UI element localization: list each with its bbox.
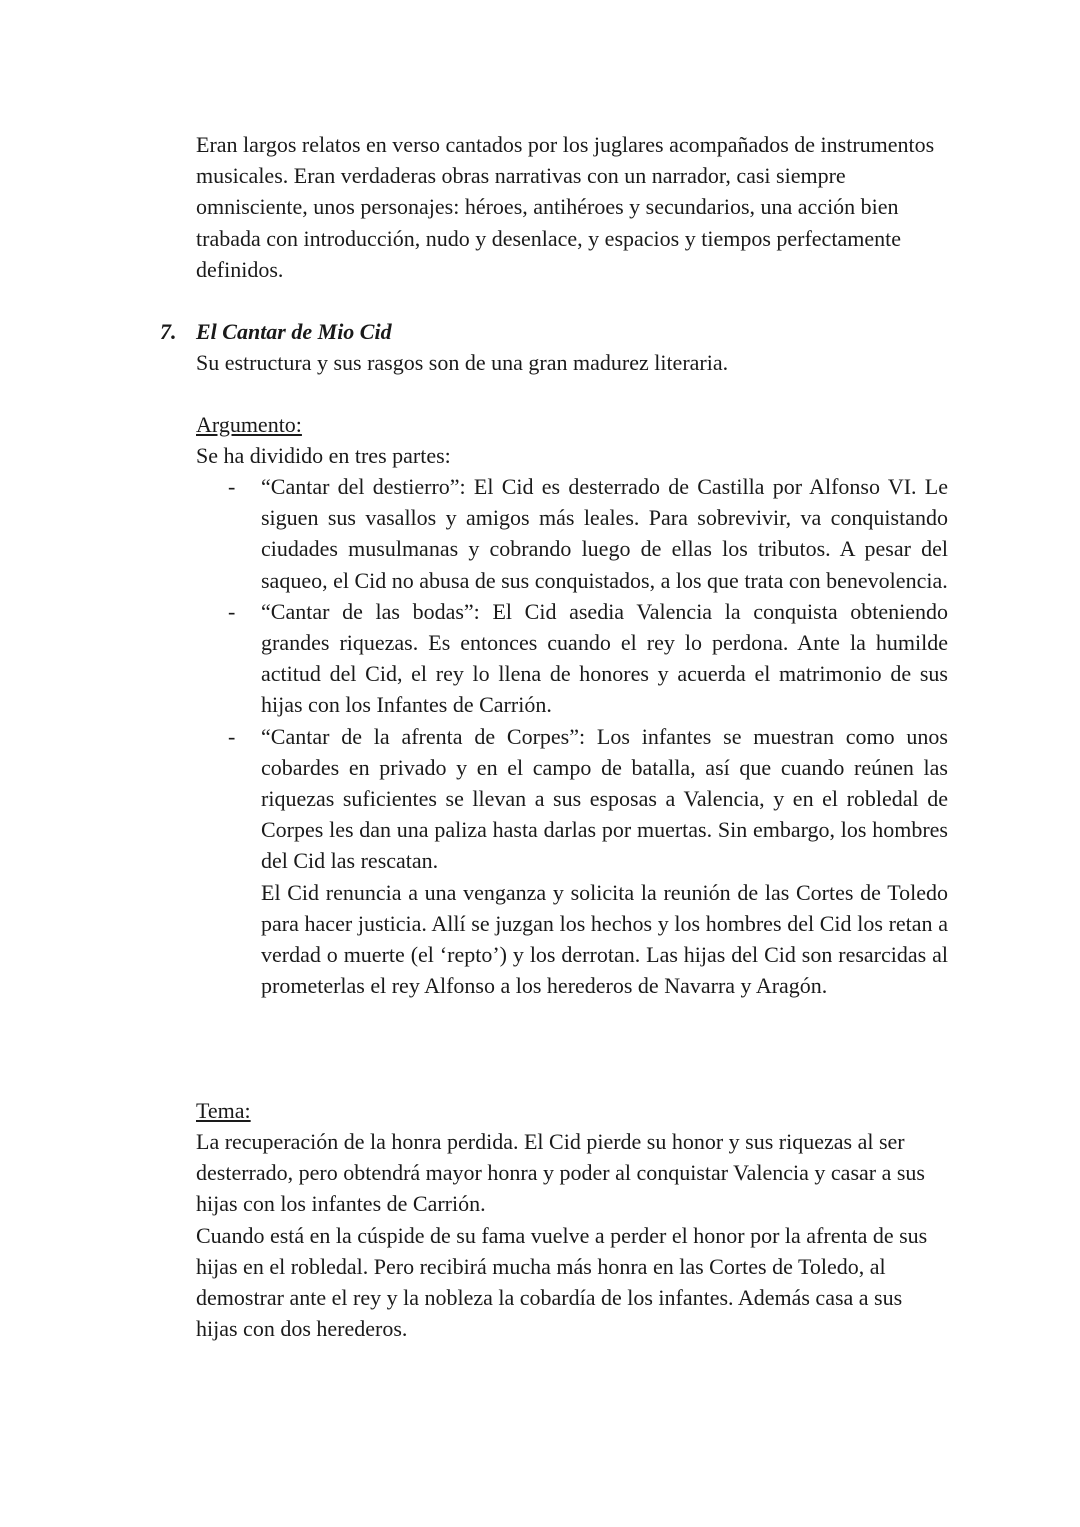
argumento-intro: Se ha dividido en tres partes:	[196, 443, 451, 468]
dash-bullet: -	[228, 723, 236, 749]
list-item-text: “Cantar del destierro”: El Cid es desterrado de Castilla por Alfonso VI. Le siguen sus vasallos y amigos más leales. Para sobrevivir, va conquistando ciudades musulmanas y cobrando luego de ellas los tributos. A pesar del saqueo, el Cid no abusa de sus conquistados, a los que trata con benevolencia.	[261, 474, 948, 593]
section-subtitle: Su estructura y sus rasgos son de una gran madurez literaria.	[196, 350, 729, 375]
section-number: 7.	[160, 319, 177, 344]
tema-paragraph-2: Cuando está en la cúspide de su fama vuelve a perder el honor por la afrenta de sus hijas en el robledal. Pero recibirá mucha más honra en las Cortes de Toledo, al demostrar ante el rey y la nobleza la cobardía de los infantes. Además casa a sus hijas con dos herederos.	[196, 1222, 928, 1342]
section-title: El Cantar de Mio Cid	[196, 319, 392, 344]
list-item-text: “Cantar de las bodas”: El Cid asedia Valencia la conquista obteniendo grandes riquezas. Es entonces cuando el rey lo perdona. Ante la humilde actitud del Cid, el rey lo llena de honores y acuerda el matrimonio de sus hijas con los Infantes de Carrión.	[261, 598, 948, 718]
tema-paragraph-1: La recuperación de la honra perdida. El Cid pierde su honor y sus riquezas al ser desterrado, pero obtendrá mayor honra y poder al conquistar Valencia y casar a sus hijas con los infantes de Carrión.	[196, 1129, 925, 1217]
tema-label: Tema:	[196, 1098, 251, 1123]
intro-paragraph: Eran largos relatos en verso cantados por los juglares acompañados de instrumentos musicales. Eran verdaderas obras narrativas con un narrador, casi siempre omnisciente, unos personajes: héroes, antihéroes y secundarios, una acción bien trabada con introducción, nudo y desenlace, y espacios y tiempos perfectamente definidos.	[196, 132, 935, 282]
section-heading	[160, 316, 392, 347]
dash-bullet: -	[228, 598, 236, 624]
list-item-bodas	[196, 596, 948, 721]
tema-body	[196, 1126, 948, 1344]
argumento-parts-list	[196, 471, 948, 1001]
list-item-destierro	[196, 471, 948, 596]
list-item-afrenta	[196, 721, 948, 1002]
argumento-label: Argumento:	[196, 412, 302, 437]
dash-bullet: -	[228, 474, 236, 499]
list-item-continuation: El Cid renuncia a una venganza y solicita la reunión de las Cortes de Toledo para hacer justicia. Allí se juzgan los hechos y los hombres del Cid los retan a verdad o muerte (el ‘repto’) y los derrotan. Las hijas del Cid son resarcidas al prometerlas el rey Alfonso a los herederos de Navarra y Aragón.	[261, 879, 948, 999]
list-item-text: “Cantar de la afrenta de Corpes”: Los infantes se muestran como unos cobardes en privado y en el campo de batalla, así que cuando reúnen las riquezas suficientes se llevan a sus esposas a Valencia, y en el robledal de Corpes les dan una paliza hasta darlas por muertas. Sin embargo, los hombres del Cid las rescatan.	[261, 723, 948, 874]
